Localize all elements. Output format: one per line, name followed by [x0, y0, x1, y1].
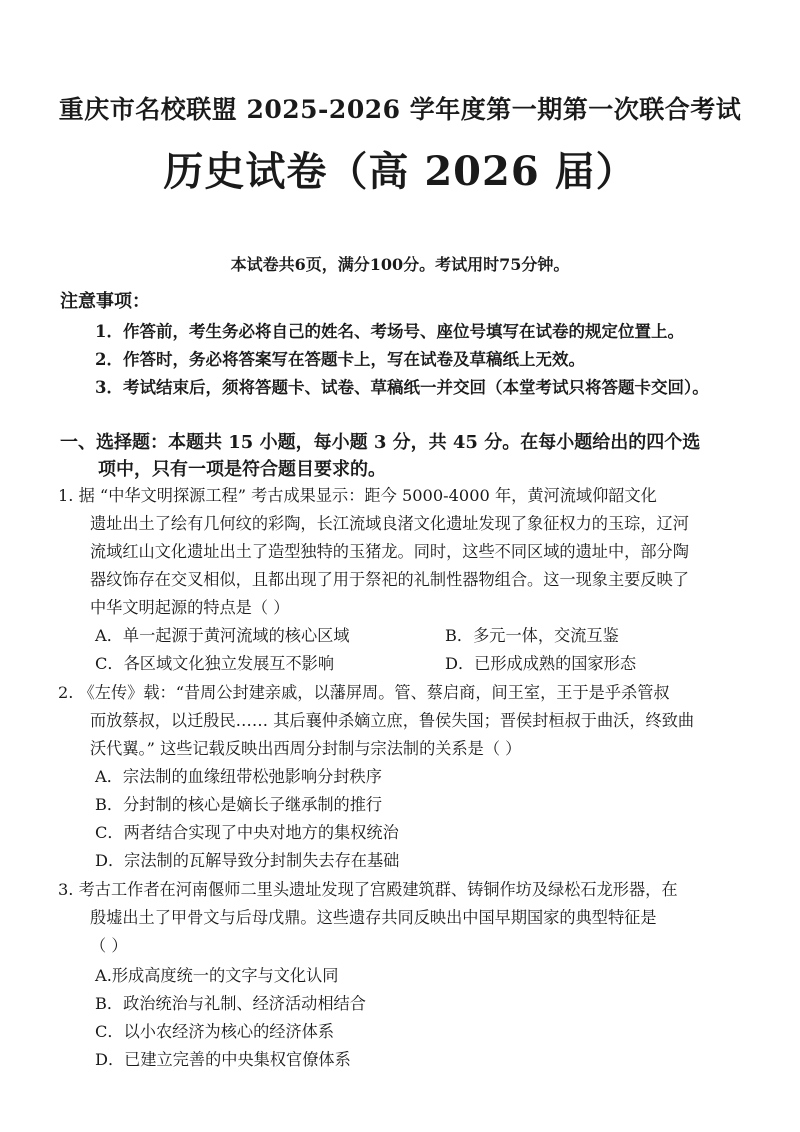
question-line: 中华文明起源的特点是（ ） — [90, 598, 290, 617]
option-d: D．已形成成熟的国家形态 — [445, 654, 637, 673]
section-heading-cont: 项中，只有一项是符合题目要求的。 — [98, 459, 386, 480]
notice-heading: 注意事项： — [60, 291, 150, 312]
question-line: 遗址出土了绘有几何纹的彩陶，长江流域良渚文化遗址发现了象征权力的玉琮，辽河 — [90, 514, 689, 533]
exam-title-line1: 重庆市名校联盟 2025-2026 学年度第一期第一次联合考试 — [58, 95, 742, 124]
option-d: D．已建立完善的中央集权官僚体系 — [95, 1050, 351, 1069]
option-a: A．宗法制的血缘纽带松弛影响分封秩序 — [95, 767, 382, 786]
question-line: 而放蔡叔，以迁殷民…… 其后襄仲杀嫡立庶，鲁侯失国；晋侯封桓叔于曲沃，终致曲 — [90, 711, 695, 730]
option-d: D．宗法制的瓦解导致分封制失去存在基础 — [95, 851, 400, 870]
option-a: A．单一起源于黄河流域的核心区域 — [95, 626, 350, 645]
notice-item: 3．考试结束后，须将答题卡、试卷、草稿纸一并交回（本堂考试只将答题卡交回）。 — [95, 378, 709, 397]
option-c: C．各区域文化独立发展互不影响 — [95, 654, 335, 673]
question-line: 2. 《左传》载：“昔周公封建亲戚，以藩屏周。管、蔡启商，间王室，王于是乎杀管叔 — [58, 683, 670, 702]
option-c: C．以小农经济为核心的经济体系 — [95, 1022, 335, 1041]
exam-info: 本试卷共6页，满分100分。考试用时75分钟。 — [230, 255, 570, 274]
option-b: B．政治统治与礼制、经济活动相结合 — [95, 994, 366, 1013]
option-a: A.形成高度统一的文字与文化认同 — [95, 966, 339, 985]
option-b: B．分封制的核心是嫡长子继承制的推行 — [95, 795, 383, 814]
notice-item: 1．作答前，考生务必将自己的姓名、考场号、座位号填写在试卷的规定位置上。 — [95, 322, 684, 341]
question-line: 器纹饰存在交叉相似，且都出现了用于祭祀的礼制性器物组合。这一现象主要反映了 — [90, 570, 689, 589]
question-line: 流域红山文化遗址出土了造型独特的玉猪龙。同时，这些不同区域的遗址中，部分陶 — [90, 542, 689, 561]
exam-title-line2: 历史试卷（高 2026 届） — [163, 148, 637, 195]
option-c: C．两者结合实现了中央对地方的集权统治 — [95, 823, 399, 842]
section-heading: 一、选择题：本题共 15 小题，每小题 3 分，共 45 分。在每小题给出的四个选 — [60, 432, 701, 453]
question-line: 3. 考古工作者在河南偃师二里头遗址发现了宫殿建筑群、铸铜作坊及绿松石龙形器，在 — [58, 880, 678, 899]
question-line: 沃代翼。” 这些记载反映出西周分封制与宗法制的关系是（ ） — [90, 739, 522, 758]
option-b: B．多元一体，交流互鉴 — [445, 626, 619, 645]
question-line: 殷墟出土了甲骨文与后母戊鼎。这些遗存共同反映出中国早期国家的典型特征是 — [90, 908, 657, 927]
question-line: （ ） — [90, 936, 128, 955]
notice-item: 2．作答时，务必将答案写在答题卡上，写在试卷及草稿纸上无效。 — [95, 350, 585, 369]
question-line: 1. 据 “中华文明探源工程” 考古成果显示：距今 5000-4000 年，黄河流域仰韶文化 — [58, 486, 657, 505]
